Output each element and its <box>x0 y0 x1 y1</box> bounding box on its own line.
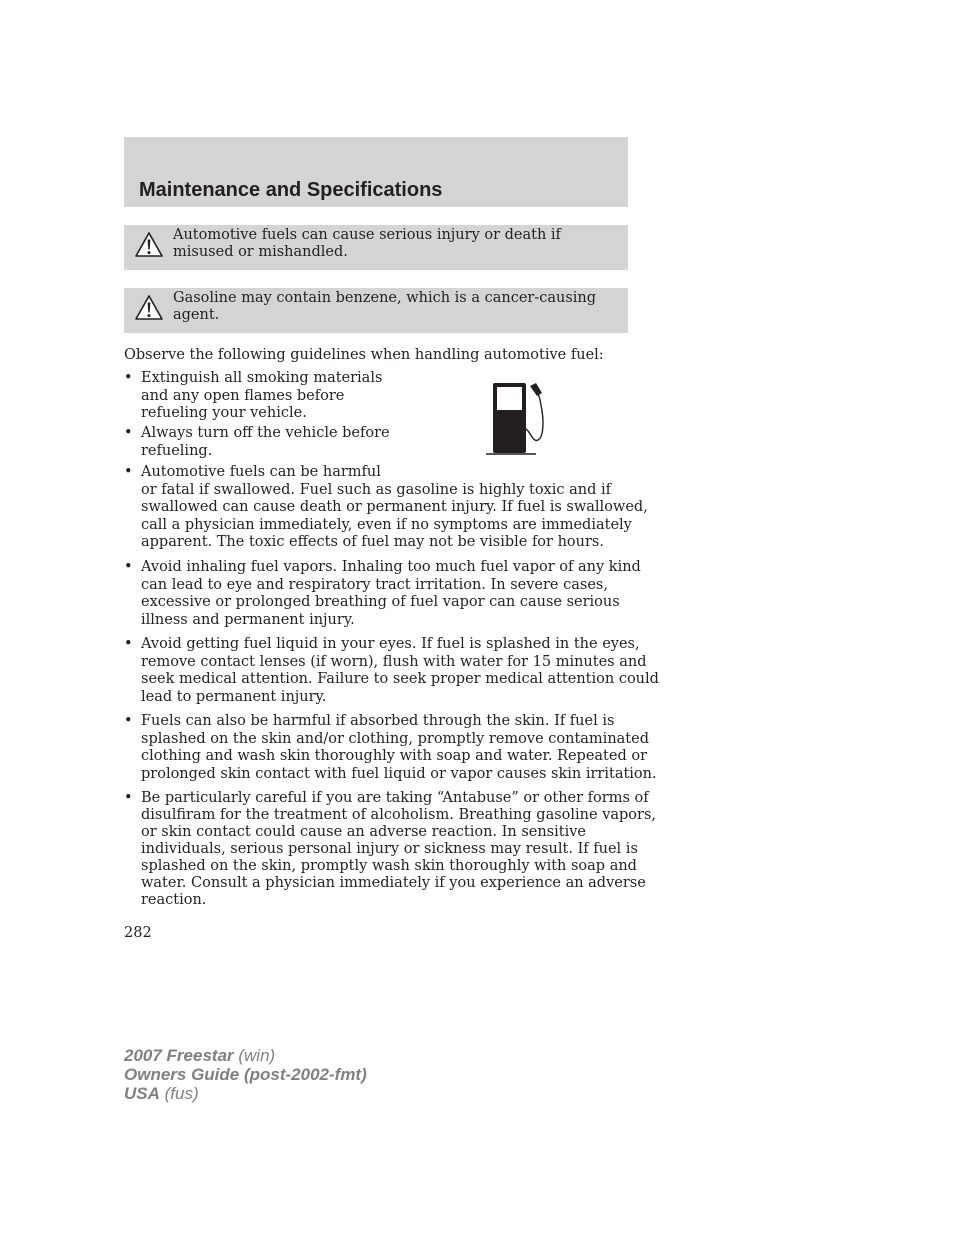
warning-box <box>124 288 628 333</box>
bullet-line: refueling your vehicle. <box>141 405 307 421</box>
bullet-line: call a physician immediately, even if no symptoms are immediately <box>141 516 632 533</box>
bullet-line: Fuels can also be harmful if absorbed through the skin. If fuel is <box>141 713 615 729</box>
warning-triangle-icon <box>134 231 164 259</box>
bullet-line: seek medical attention. Failure to seek proper medical attention could <box>141 671 659 687</box>
fuel-pump-icon <box>486 381 548 457</box>
bullet-line: excessive or prolonged breathing of fuel vapor can cause serious <box>141 594 620 610</box>
bullet-line: remove contact lenses (if worn), flush with water for 15 minutes and <box>141 653 647 670</box>
bullet-dot: • <box>124 636 133 652</box>
footer-model-code: (win) <box>233 1046 276 1065</box>
bullet-dot: • <box>124 464 133 480</box>
document-footer <box>124 1046 367 1103</box>
footer-market-code: (fus) <box>159 1084 199 1103</box>
warning-box <box>124 225 628 270</box>
bullet-line: or skin contact could cause an adverse reaction. In sensitive <box>141 824 586 840</box>
bullet-line: apparent. The toxic effects of fuel may not be visible for hours. <box>141 534 604 550</box>
bullet-line: Automotive fuels can be harmful <box>141 464 381 480</box>
bullet-line: and any open flames before <box>141 387 345 404</box>
bullet-line: clothing and wash skin thoroughly with soap and water. Repeated or <box>141 748 647 764</box>
bullet-line: can lead to eye and respiratory tract irritation. In severe cases, <box>141 576 608 593</box>
section-title: Maintenance and Specifications <box>139 179 443 201</box>
bullet-dot: • <box>124 790 133 806</box>
intro-text: Observe the following guidelines when handling automotive fuel: <box>124 347 604 363</box>
bullet-line: swallowed can cause death or permanent injury. If fuel is swallowed, <box>141 499 648 515</box>
section-header <box>124 137 628 207</box>
bullet-line: individuals, serious personal injury or sickness may result. If fuel is <box>141 841 638 857</box>
footer-model: 2007 Freestar <box>124 1046 234 1065</box>
warning-text: Automotive fuels can cause serious injury or death if misused or mishandled. <box>173 227 561 260</box>
bullet-dot: • <box>124 425 133 441</box>
bullet-dot: • <box>124 713 133 729</box>
bullet-line: Extinguish all smoking materials <box>141 370 383 386</box>
bullet-line: reaction. <box>141 892 207 908</box>
warning-text: Gasoline may contain benzene, which is a cancer-causing agent. <box>173 290 597 323</box>
bullet-line: water. Consult a physician immediately if you experience an adverse <box>141 875 646 891</box>
footer-market: USA <box>124 1084 160 1103</box>
bullet-line: splashed on the skin, promptly wash skin thoroughly with soap and <box>141 858 637 874</box>
page-number: 282 <box>124 925 152 941</box>
bullet-line: illness and permanent injury. <box>141 611 355 628</box>
bullet-dot: • <box>124 370 133 386</box>
bullet-line: Avoid inhaling fuel vapors. Inhaling too much fuel vapor of any kind <box>141 559 641 575</box>
bullet-line: Avoid getting fuel liquid in your eyes. If fuel is splashed in the eyes, <box>141 636 640 652</box>
bullet-line: splashed on the skin and/or clothing, promptly remove contaminated <box>141 730 649 747</box>
bullet-line: lead to permanent injury. <box>141 688 327 705</box>
warning-triangle-icon <box>134 294 164 322</box>
bullet-dot: • <box>124 559 133 575</box>
bullet-line: disulfiram for the treatment of alcoholism. Breathing gasoline vapors, <box>141 807 657 823</box>
footer-guide: Owners Guide (post-2002-fmt) <box>124 1065 367 1084</box>
bullet-line: refueling. <box>141 442 213 459</box>
bullet-line: prolonged skin contact with fuel liquid or vapor causes skin irritation. <box>141 765 657 782</box>
bullet-line: Be particularly careful if you are taking “Antabuse” or other forms of <box>141 790 649 806</box>
bullet-line: or fatal if swallowed. Fuel such as gasoline is highly toxic and if <box>141 481 611 498</box>
bullet-line: Always turn off the vehicle before <box>141 425 390 441</box>
